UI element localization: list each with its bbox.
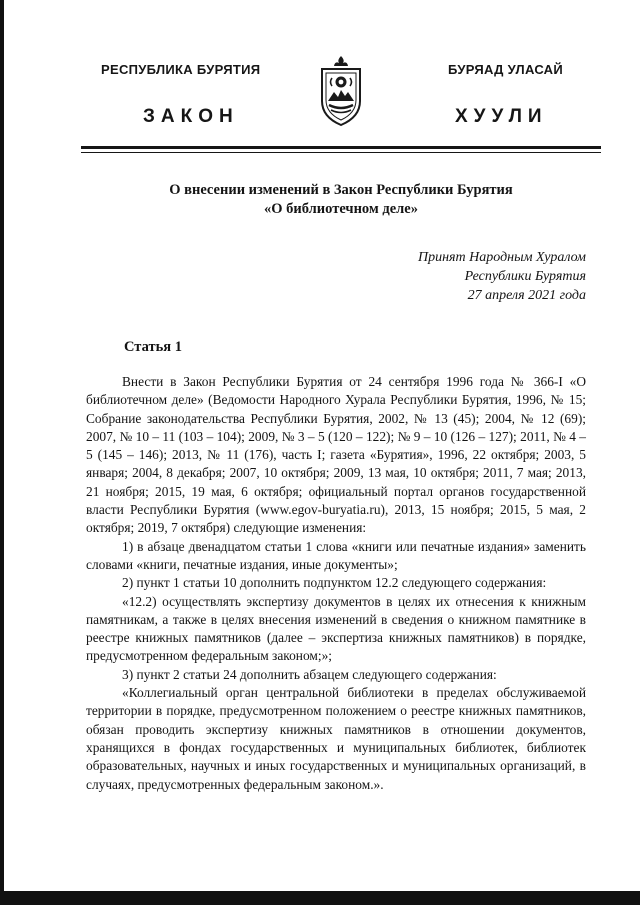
paragraph-item-1: 1) в абзаце двенадцатом статьи 1 слова «книги или печатные издания» заменить словами «книги, печатные издания, иные документы»; [86, 538, 586, 572]
paragraph-quote-12-2: «12.2) осуществлять экспертизу документов в целях их отнесения к книжным памятникам, а также в целях внесения изменений в сведения о книжном памятнике в реестре книжных памятников (далее – экспертиза книжных памятников) в порядке, предусмотренном федеральным законом;»; [86, 593, 586, 664]
republic-name-buryat: БУРЯАД УЛАСАЙ [448, 62, 564, 77]
header-rule-thin [81, 152, 601, 153]
paragraph-intro: Внести в Закон Республики Бурятия от 24 сентября 1996 года № 366-I «О библиотечном деле» (Ведомости Народного Хурала Республики Бурятия, 1996, № 15; Собрание законодательства Республики Бурятия, 2002, № 13 (45); 2004, № 12 (69); 2007, № 10 – 11 (103 – 104); 2009, № 3 – 5 (120 – 122); № 9 – 10 (126 – 127); 2011, № 4 – 5 (145 – 146); 2013, № 11 (176), часть I; газета «Бурятия», 1996, 22 октября; 2003, 5 января; 2004, 8 декабря; 2007, 10 октября; 2009, 13 мая, 10 октября; 2011, 7 мая; 2013, 21 ноября; 2015, 19 мая, 6 октября; официальный портал органов государственной власти Республики Бурятия (www.egov-buryatia.ru), 2013, 15 ноября; 2015, 5 мая, 2 октября; 2019, 7 октября) следующие изменения: [86, 374, 586, 536]
header-rule-thick [81, 146, 601, 149]
adoption-note-line-1: Принят Народным Хуралом [417, 250, 586, 265]
paragraph-quote-collegial: «Коллегиальный орган центральной библиотеки в пределах обслуживаемой территории в порядке, предусмотренном положением о реестре книжных памятников, обязан проводить экспертизу книжных памятников в отношении документов, хранящихся в фондах государственных и муниципальных библиотек, библиотек образовательных, научных и иных государственных и муниципальных организаций, в случаях, предусмотренных федеральным законом.». [86, 685, 586, 792]
adoption-note [300, 248, 586, 305]
law-label-russian: ЗАКОН [143, 106, 239, 127]
adoption-note-line-2: Республики Бурятия [464, 269, 586, 284]
article-body [86, 373, 586, 794]
paragraph-item-2: 2) пункт 1 статьи 10 дополнить подпунктом 12.2 следующего содержания: [122, 575, 547, 591]
scan-edge-bottom [0, 891, 640, 905]
article-heading: Статья 1 [124, 339, 182, 355]
law-title-line-1: О внесении изменений в Закон Республики Бурятия [169, 182, 513, 198]
scan-edge-left [0, 0, 4, 905]
adoption-date: 27 апреля 2021 года [467, 288, 586, 303]
law-title [81, 181, 601, 219]
paragraph-item-3: 3) пункт 2 статьи 24 дополнить абзацем следующего содержания: [122, 666, 497, 682]
republic-name-russian: РЕСПУБЛИКА БУРЯТИЯ [101, 62, 261, 77]
law-title-line-2: «О библиотечном деле» [264, 201, 418, 217]
coat-of-arms-icon [318, 55, 364, 127]
law-label-buryat: ХУУЛИ [455, 106, 548, 127]
